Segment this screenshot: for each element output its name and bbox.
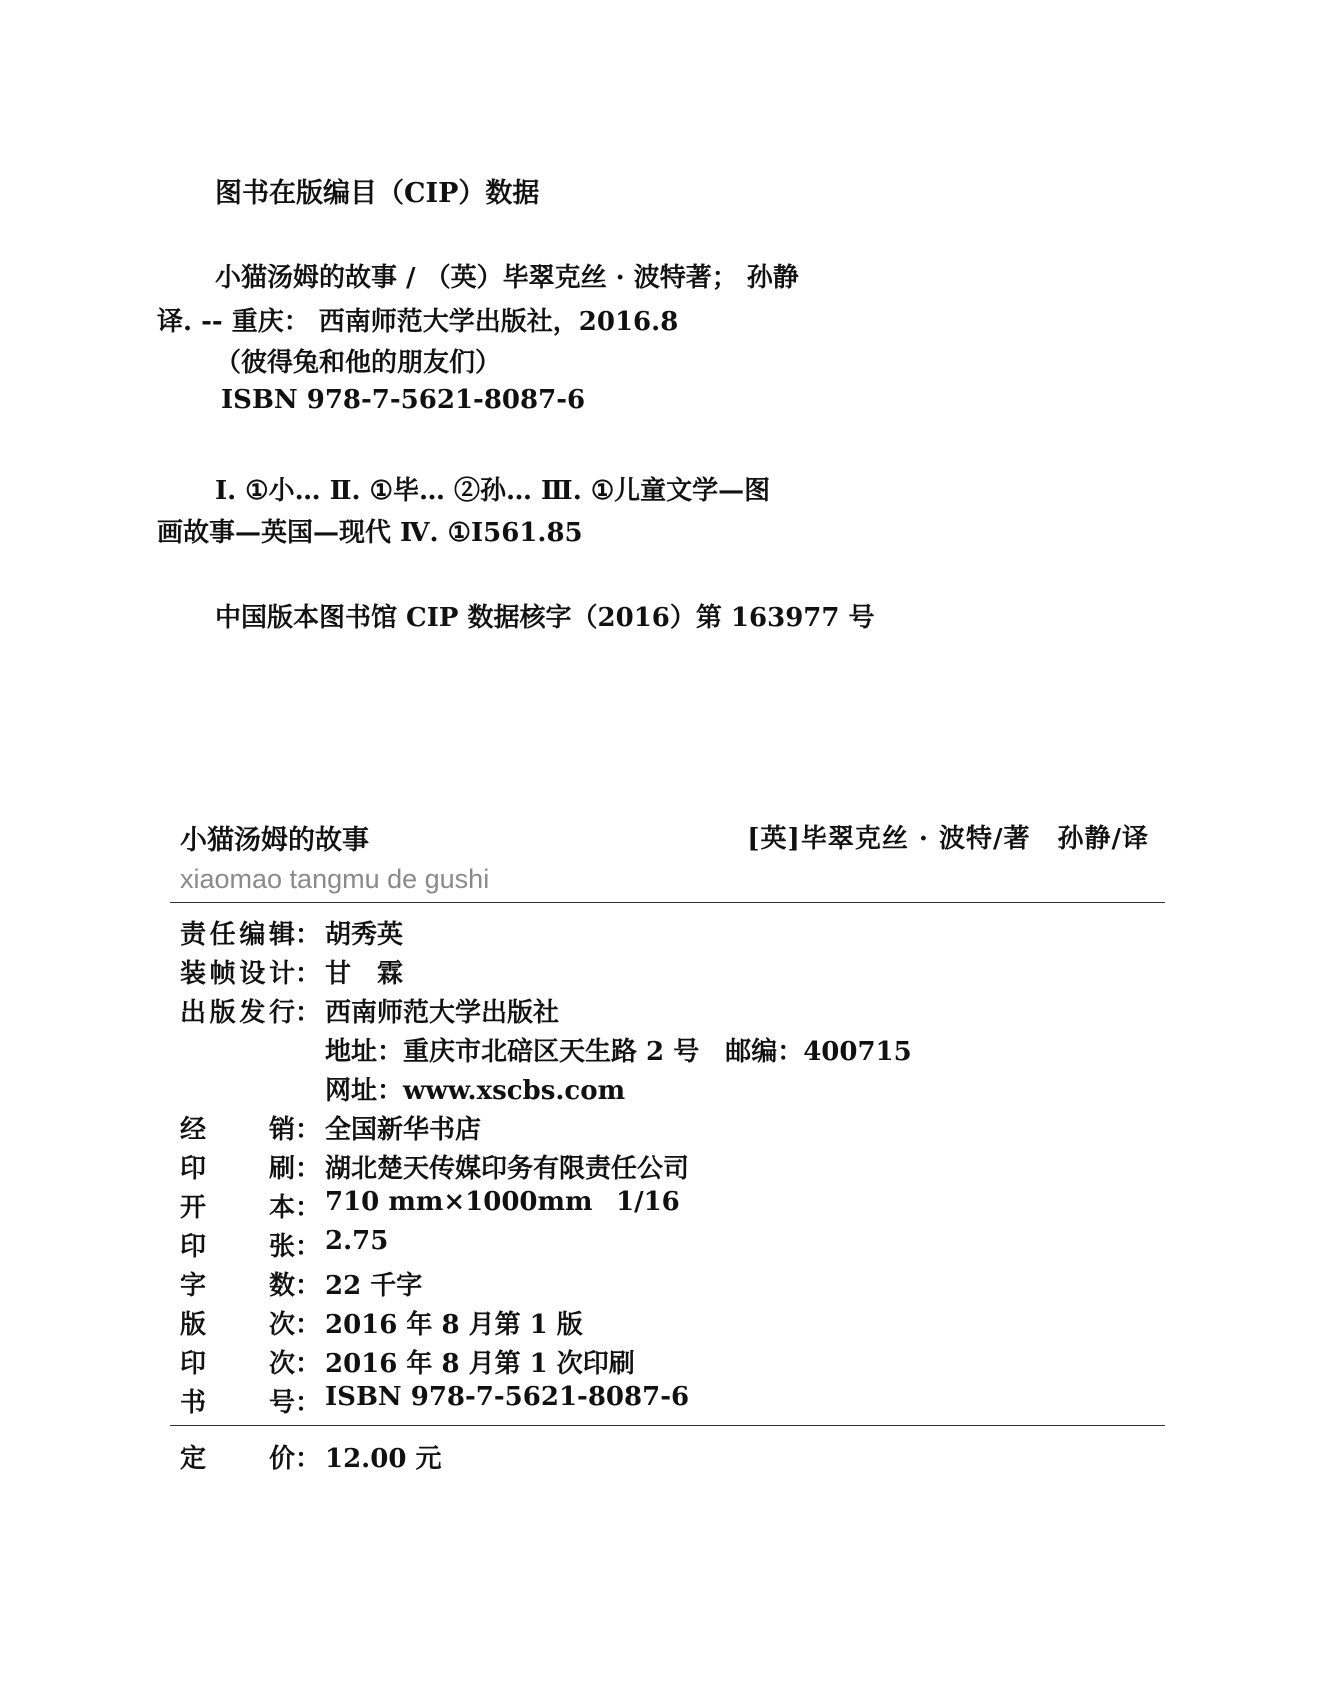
- imprint-row-price: [180, 1438, 1165, 1477]
- imprint-label: [180, 1438, 295, 1475]
- book-title-pinyin: xiaomao tangmu de gushi: [180, 864, 490, 894]
- imprint-value: 湖北楚天传媒印务有限责任公司: [325, 1154, 690, 1184]
- cip-heading: 图书在版编目（CIP）数据: [215, 178, 540, 209]
- label-colon: ：: [295, 1310, 322, 1340]
- cip-line-classification-2: 画故事—英国—现代 Ⅳ. ①I561.85: [157, 518, 583, 548]
- label-colon: ：: [295, 1271, 322, 1301]
- imprint-row-design: [180, 953, 1165, 992]
- imprint-value: ISBN 978-7-5621-8087-6: [325, 1382, 690, 1412]
- label-colon: ：: [295, 920, 322, 950]
- price-block: [180, 1438, 1165, 1477]
- cip-line-title-author: 小猫汤姆的故事 / （英）毕翠克丝 · 波特著； 孙静: [215, 263, 799, 293]
- label-char: 次: [268, 1349, 295, 1379]
- cip-line-series: （彼得兔和他的朋友们）: [215, 348, 502, 378]
- label-colon: ：: [295, 1444, 322, 1474]
- imprint-label: [180, 992, 295, 1029]
- imprint-row-edition: [180, 1304, 1165, 1343]
- label-char: 行: [268, 998, 295, 1028]
- label-char: 销: [268, 1115, 295, 1145]
- label-colon: ：: [295, 1349, 322, 1379]
- label-char: 字: [180, 1271, 207, 1301]
- label-char: 任: [209, 920, 236, 950]
- label-char: 责: [180, 920, 207, 950]
- imprint-row-address: [180, 1031, 1165, 1070]
- cip-line-record-number: 中国版本图书馆 CIP 数据核字（2016）第 163977 号: [215, 603, 875, 633]
- label-char: 计: [268, 959, 295, 989]
- label-colon: ：: [295, 1115, 322, 1145]
- imprint-label: [180, 1109, 295, 1146]
- label-char: 开: [180, 1193, 207, 1223]
- imprint-value: 2016 年 8 月第 1 版: [325, 1310, 583, 1340]
- label-char: 设: [239, 959, 266, 989]
- imprint-label: [180, 1187, 295, 1224]
- label-char: 次: [268, 1310, 295, 1340]
- divider-top: [170, 902, 1165, 903]
- cip-line-isbn: ISBN 978-7-5621-8087-6: [221, 385, 586, 415]
- label-char: 刷: [268, 1154, 295, 1184]
- cip-line-classification-1: Ⅰ. ①小… Ⅱ. ①毕… ②孙… Ⅲ. ①儿童文学—图: [215, 476, 771, 506]
- label-char: 本: [268, 1193, 295, 1223]
- imprint-label: [180, 914, 295, 951]
- imprint-label: [180, 953, 295, 990]
- label-colon: ：: [295, 1193, 322, 1223]
- publisher-address: 地址：重庆市北碚区天生路 2 号 邮编：400715: [325, 1037, 912, 1067]
- book-title: 小猫汤姆的故事: [180, 825, 369, 856]
- label-char: 印: [180, 1232, 207, 1262]
- label-char: 辑: [268, 920, 295, 950]
- imprint-row-website: [180, 1070, 1165, 1109]
- label-char: 价: [268, 1444, 295, 1474]
- imprint-row-distributor: [180, 1109, 1165, 1148]
- label-char: 版: [209, 998, 236, 1028]
- price-value: 12.00 元: [325, 1444, 442, 1474]
- imprint-value: 甘 霖: [325, 959, 404, 989]
- label-char: 装: [180, 959, 207, 989]
- label-char: 出: [180, 998, 207, 1028]
- imprint-row-isbn: [180, 1382, 1165, 1421]
- label-char: 版: [180, 1310, 207, 1340]
- label-char: 数: [268, 1271, 295, 1301]
- label-char: 编: [239, 920, 266, 950]
- imprint-label: [180, 1343, 295, 1380]
- imprint-row-printing: [180, 1343, 1165, 1382]
- imprint-label: [180, 1304, 295, 1341]
- imprint-label: [180, 1148, 295, 1185]
- imprint-row-sheets: [180, 1226, 1165, 1265]
- label-char: 印: [180, 1154, 207, 1184]
- imprint-value-format-fraction: 1/16: [616, 1187, 680, 1217]
- imprint-label: [180, 1226, 295, 1263]
- imprint-value: 全国新华书店: [325, 1115, 482, 1145]
- imprint-value: 22 千字: [325, 1271, 423, 1301]
- imprint-value: 2.75: [325, 1226, 389, 1256]
- imprint-row-wordcount: [180, 1265, 1165, 1304]
- divider-bottom: [170, 1425, 1165, 1426]
- label-char: 书: [180, 1388, 207, 1418]
- book-author-translator: [英]毕翠克丝 · 波特/著 孙静/译: [747, 824, 1149, 854]
- imprint-row-publisher: [180, 992, 1165, 1031]
- label-char: 经: [180, 1115, 207, 1145]
- imprint-label: [180, 1382, 295, 1419]
- label-colon: ：: [295, 1232, 322, 1262]
- imprint-value: 西南师范大学出版社: [325, 998, 560, 1028]
- imprint-row-printer: [180, 1148, 1165, 1187]
- imprint-value: 2016 年 8 月第 1 次印刷: [325, 1349, 635, 1379]
- label-char: 发: [239, 998, 266, 1028]
- label-char: 帧: [209, 959, 236, 989]
- imprint-row-format: [180, 1187, 1165, 1226]
- cip-line-publisher: 译. -- 重庆： 西南师范大学出版社，2016.8: [157, 307, 679, 337]
- imprint-value: 胡秀英: [325, 920, 404, 950]
- imprint-label: [180, 1265, 295, 1302]
- label-char: 定: [180, 1444, 207, 1474]
- label-char: 张: [268, 1232, 295, 1262]
- imprint-list: [180, 914, 1165, 1421]
- label-colon: ：: [295, 1154, 322, 1184]
- imprint-row-editor: [180, 914, 1165, 953]
- publisher-website: 网址：www.xscbs.com: [325, 1076, 626, 1106]
- label-char: 印: [180, 1349, 207, 1379]
- label-colon: ：: [295, 959, 322, 989]
- imprint-value: 710 mm×1000mm: [325, 1187, 593, 1217]
- label-colon: ：: [295, 1388, 322, 1418]
- label-char: 号: [268, 1388, 295, 1418]
- label-colon: ：: [295, 998, 322, 1028]
